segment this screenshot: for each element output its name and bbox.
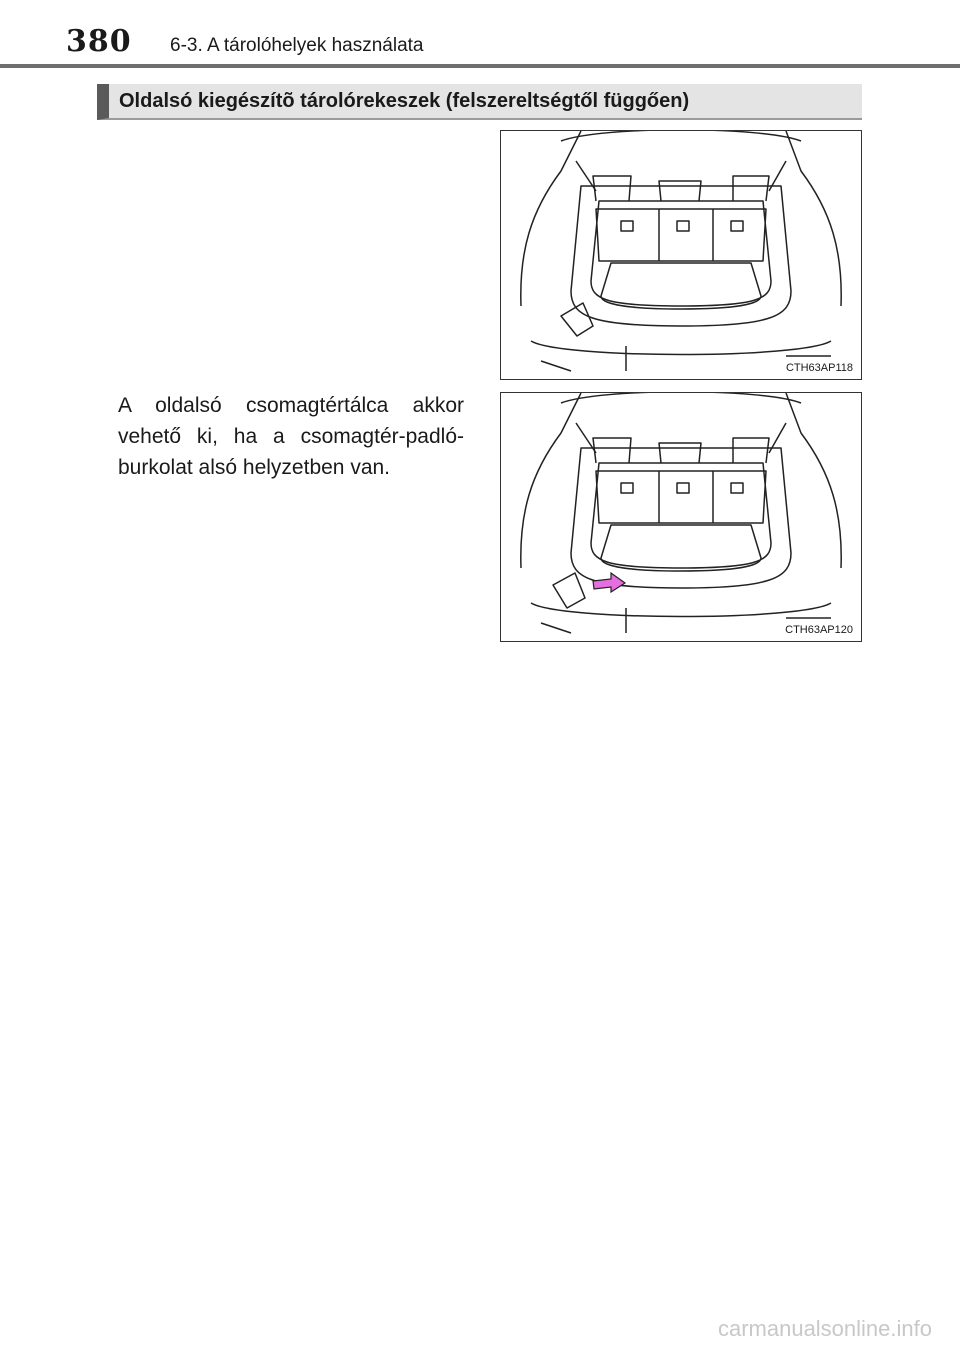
- figure-code: CTH63AP120: [785, 624, 853, 636]
- figure-trunk-1: [500, 130, 862, 380]
- trunk-illustration: [501, 393, 861, 641]
- header-rule: [0, 64, 960, 68]
- body-paragraph: A oldalsó csomagtértálca akkor vehető ki, ha a csomagtér-padló-burkolat alsó helyzetben van.: [118, 394, 464, 479]
- section-heading: [97, 84, 862, 120]
- page-number: 380: [66, 24, 132, 59]
- pull-arrow-icon: [593, 573, 625, 592]
- figure-trunk-2: [500, 392, 862, 642]
- chapter-title: 6-3. A tárolóhelyek használata: [170, 35, 424, 56]
- figure-code: CTH63AP118: [785, 362, 853, 374]
- section-heading-text: Oldalsó kiegészítõ tárolórekeszek (felszereltségtől függően): [119, 90, 690, 112]
- watermark: carmanualsonline.info: [717, 1316, 932, 1341]
- trunk-illustration: [501, 131, 861, 379]
